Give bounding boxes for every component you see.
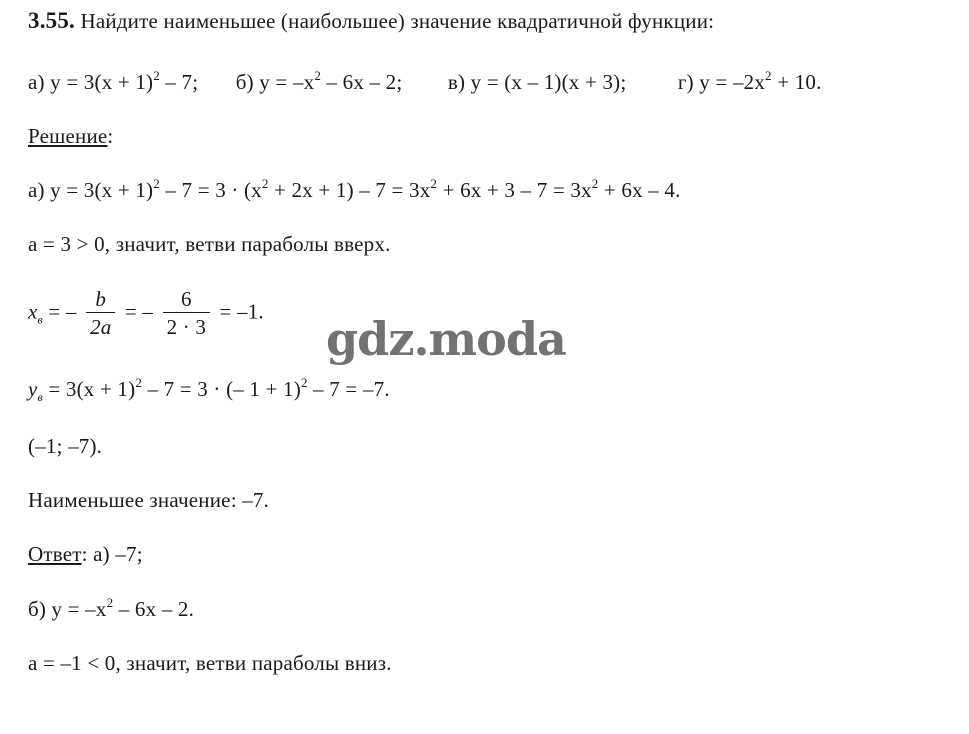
minimum-value: Наименьшее значение: –7. xyxy=(28,488,270,512)
task-b: б) $y = -x^2 - 6x - 2$; xyxy=(235,68,403,94)
solution-label: Решение xyxy=(28,124,108,148)
vertex-point: (–1; –7). xyxy=(28,434,103,458)
task-g: г) $y = -2x^2 + 10$. xyxy=(677,68,822,94)
answer-label: Ответ xyxy=(28,542,82,566)
fraction-b-over-2a: $\frac{b}{2a}$ xyxy=(86,286,115,341)
branch-direction-b: a = –1 < 0, значит, ветви параболы вниз. xyxy=(28,651,392,675)
solution-line-b: б) $y = -x^2 - 6x - 2$. xyxy=(28,595,195,621)
vertex-y-formula: $y_в = 3(x + 1)^2 - 7 = 3$ · (– 1 + 1)$^2$ – 7 = –7. xyxy=(28,375,390,404)
watermark-logo: gdz.moda xyxy=(326,312,566,366)
answer-line: Ответ: а) –7; xyxy=(28,542,143,566)
vertex-x-formula: $x_в$ = – $\frac{b}{2a}$ = – $\frac{6}{2 \cdot 3}$ = –1. xyxy=(28,287,264,339)
solution-heading: Решение: xyxy=(28,124,114,148)
fraction-6-over-2x3: $\frac{6}{2 \cdot 3}$ xyxy=(163,286,211,341)
task-v: в) y = (x – 1)(x + 3); xyxy=(447,70,627,94)
problem-number: 3.55. xyxy=(28,8,75,33)
problem-statement xyxy=(28,8,714,34)
task-a: а) $y = 3(x + 1)^2 - 7$; xyxy=(28,68,199,94)
solution-line-a: а) $y = 3(x + 1)^2 - 7 = 3 \cdot (x^2 + 2x + 1) - 7 = 3x^2 + 6x + 3 - 7 = 3x^2 + 6x - 4$. xyxy=(28,176,681,202)
task-list xyxy=(28,70,822,95)
problem-text: Найдите наименьшее (наибольшее) значение квадратичной функции: xyxy=(80,9,715,33)
branch-direction-a: a = 3 > 0, значит, ветви параболы вверх. xyxy=(28,232,391,256)
